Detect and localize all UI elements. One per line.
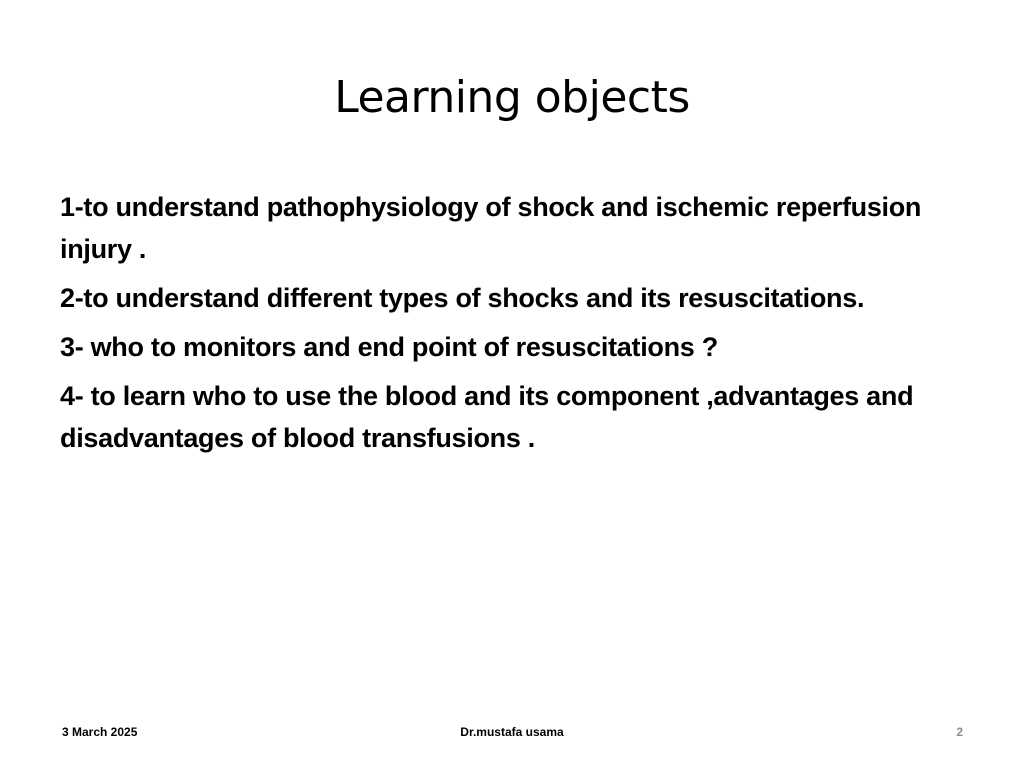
slide-title: Learning objects [334,72,690,123]
objectives-list [60,186,980,466]
objective-item: 1-to understand pathophysiology of shock and ischemic reperfusion injury . [60,192,922,264]
objective-item: 3- who to monitors and end point of resuscitations ? [60,332,718,362]
objective-item: 4- to learn who to use the blood and its component ,advantages and disadvantages of blood transfusions . [60,381,914,453]
page-number: 2 [956,725,963,739]
objective-item: 2-to understand different types of shocks and its resuscitations. [60,283,865,313]
footer-author: Dr.mustafa usama [460,725,564,739]
footer-date: 3 March 2025 [62,725,138,739]
